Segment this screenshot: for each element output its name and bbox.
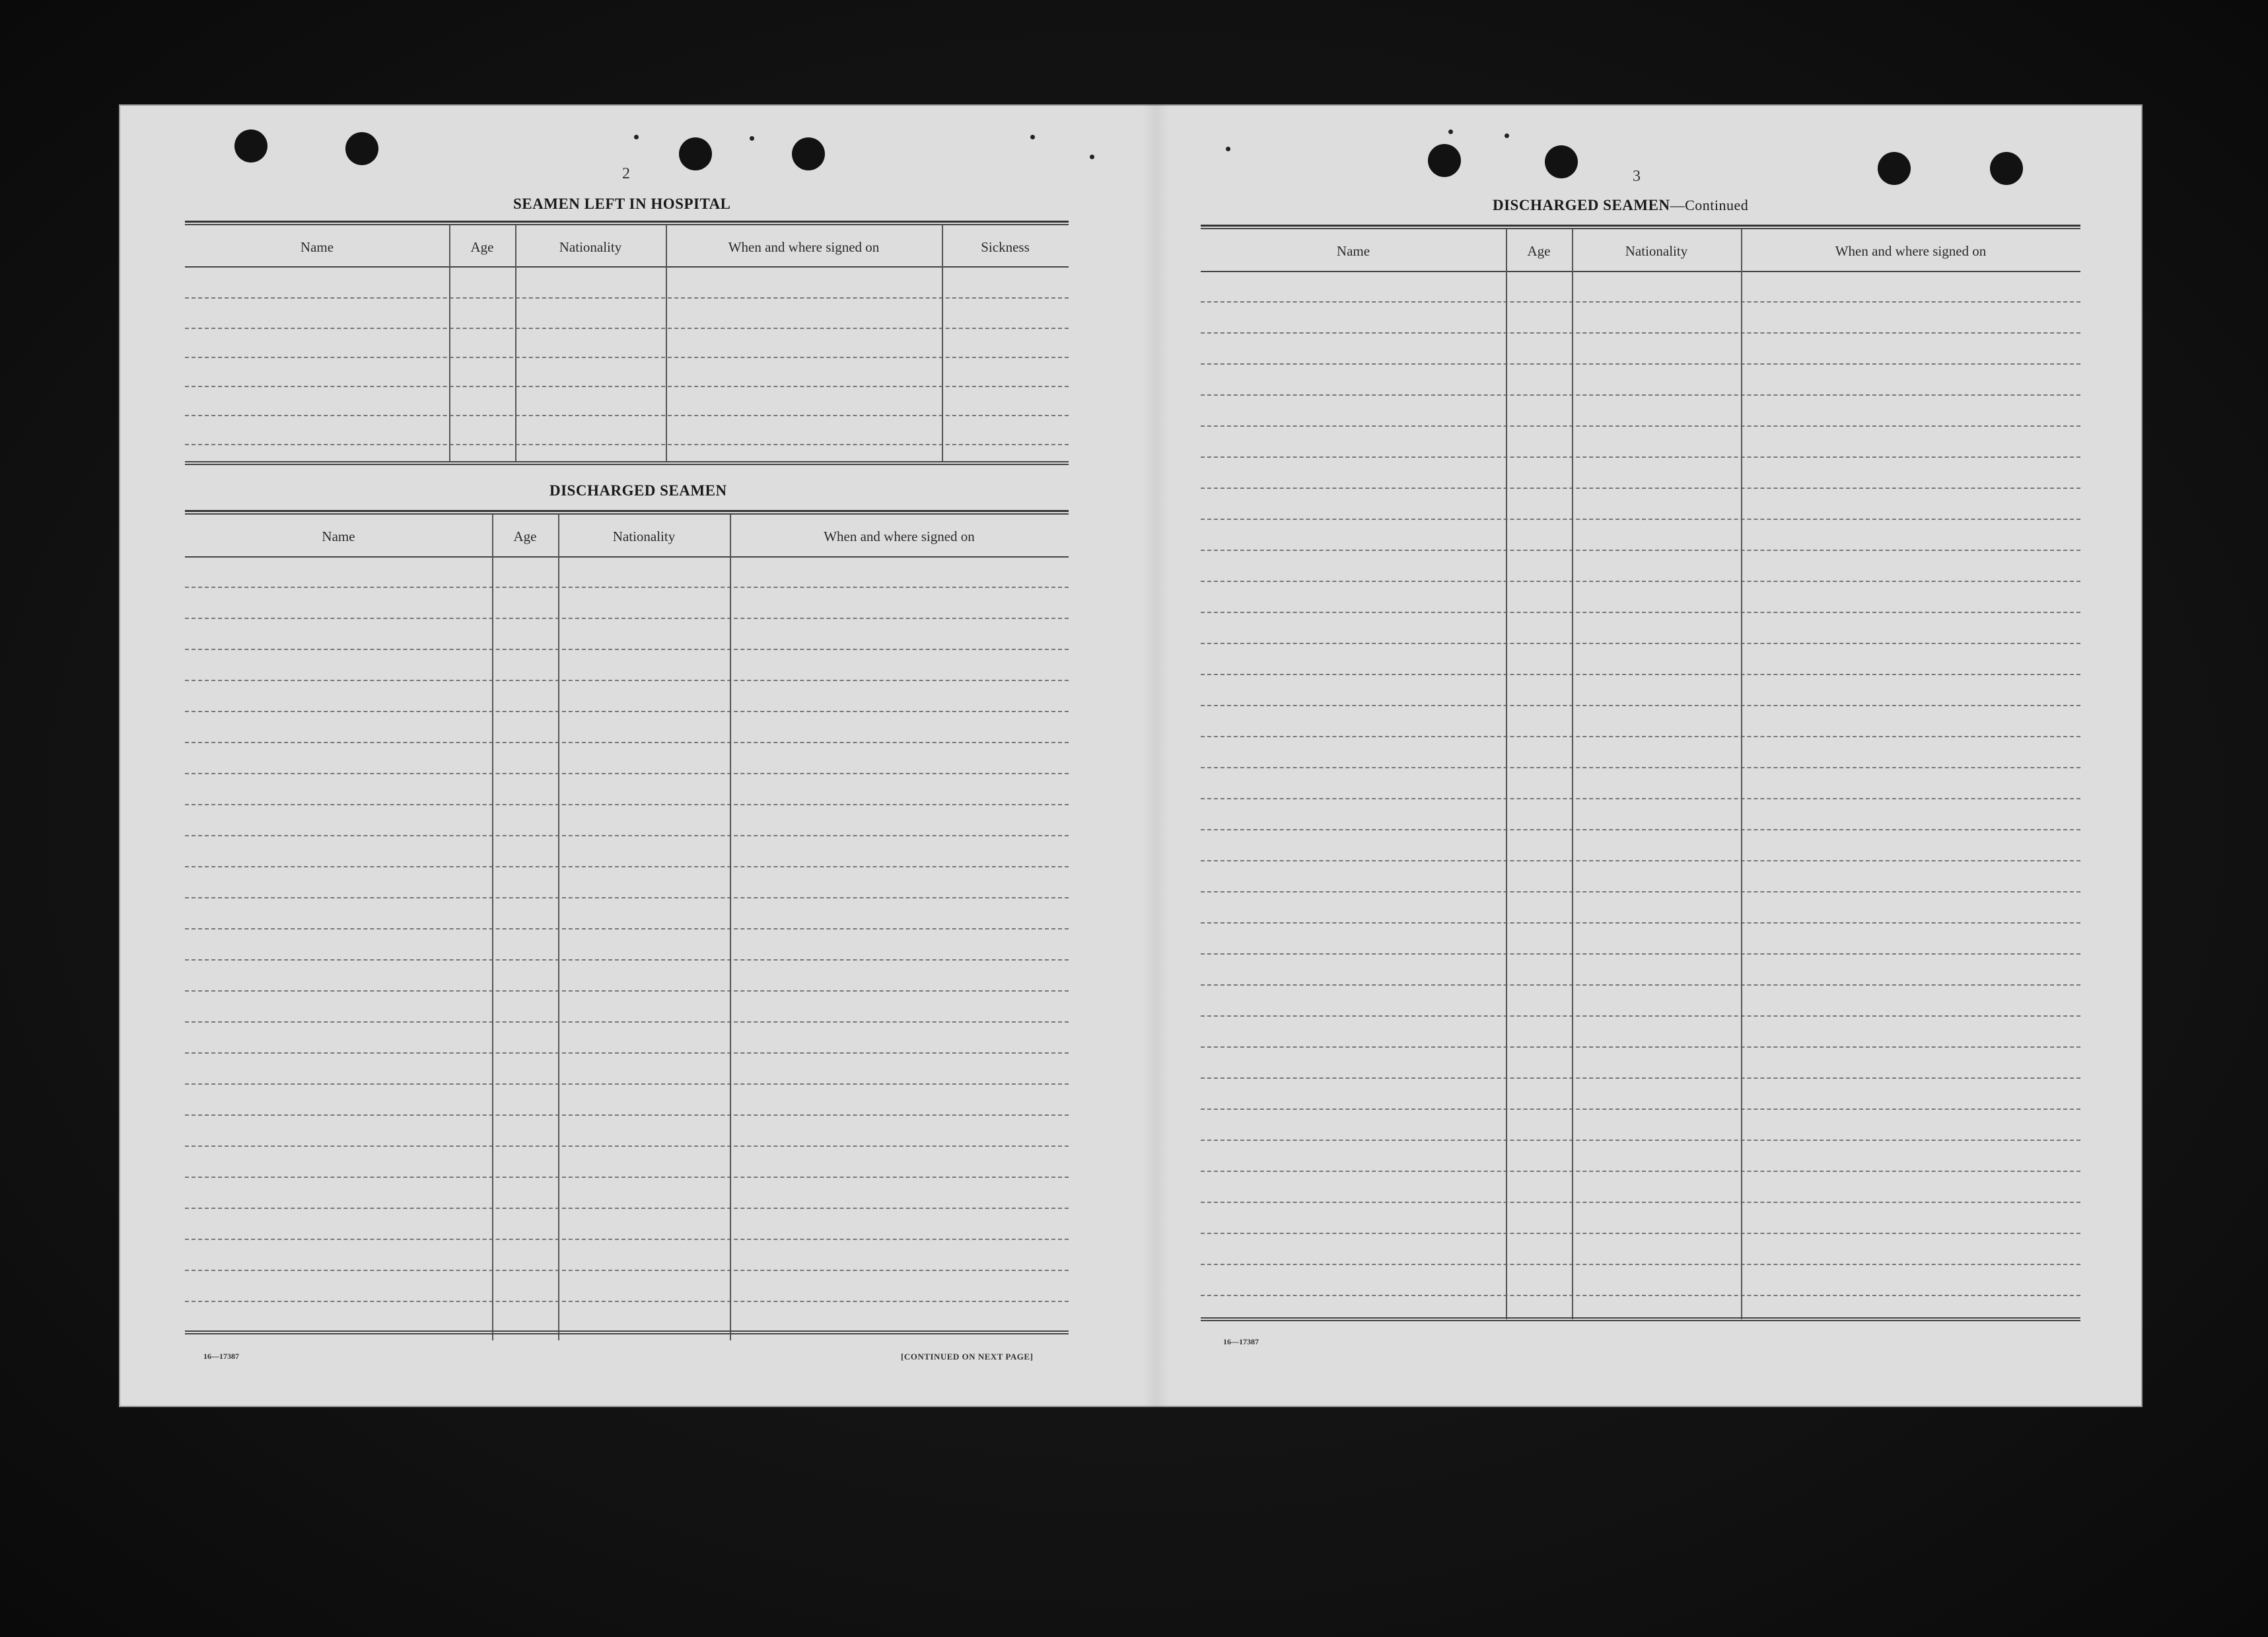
continued-note: [CONTINUED ON NEXT PAGE] xyxy=(901,1352,1034,1362)
column-divider xyxy=(1572,229,1573,1319)
punch-hole xyxy=(792,137,825,170)
row-lines xyxy=(185,510,1069,1345)
punch-hole xyxy=(345,132,378,165)
row-line xyxy=(1201,1202,2080,1203)
row-line xyxy=(1201,1109,2080,1110)
row-line xyxy=(1201,984,2080,986)
column-divider xyxy=(515,225,516,462)
row-line xyxy=(1201,1077,2080,1079)
row-line xyxy=(185,587,1069,588)
column-header-nationality: Nationality xyxy=(1625,243,1688,259)
column-header-age: Age xyxy=(513,528,537,544)
row-line xyxy=(1201,705,2080,706)
row-line xyxy=(1201,736,2080,737)
punch-hole xyxy=(679,137,712,170)
row-line xyxy=(1201,1295,2080,1296)
row-line xyxy=(1201,891,2080,892)
table-bottom-rule xyxy=(185,461,1069,465)
column-divider xyxy=(1506,229,1507,1319)
column-divider xyxy=(730,515,731,1340)
punch-hole xyxy=(1990,152,2023,185)
row-line xyxy=(185,959,1069,961)
row-line xyxy=(1201,301,2080,303)
row-line xyxy=(185,618,1069,619)
column-header-name: Name xyxy=(322,528,355,544)
speck xyxy=(1226,147,1230,151)
row-line xyxy=(185,297,1069,299)
row-line xyxy=(185,835,1069,836)
section-title-suffix: —Continued xyxy=(1670,197,1749,213)
row-line xyxy=(185,773,1069,774)
row-line xyxy=(185,444,1069,445)
speck xyxy=(1448,129,1453,134)
row-line xyxy=(1201,643,2080,644)
row-line xyxy=(185,711,1069,712)
column-header-age: Age xyxy=(1527,243,1551,259)
section-title-discharged: DISCHARGED SEAMEN xyxy=(549,482,727,499)
row-line xyxy=(1201,519,2080,520)
row-line xyxy=(1201,612,2080,613)
row-line xyxy=(1201,1233,2080,1234)
row-line xyxy=(1201,798,2080,799)
row-line xyxy=(185,742,1069,743)
row-line xyxy=(185,928,1069,929)
column-header-nationality: Nationality xyxy=(612,528,676,544)
row-line xyxy=(185,386,1069,387)
row-line xyxy=(1201,860,2080,861)
page-number: 2 xyxy=(622,165,630,182)
form-number: 16—17387 xyxy=(203,1352,239,1361)
row-line xyxy=(185,357,1069,358)
row-line xyxy=(185,1208,1069,1209)
row-line xyxy=(185,1301,1069,1302)
row-line xyxy=(1201,332,2080,334)
column-divider xyxy=(942,225,943,462)
row-line xyxy=(1201,456,2080,458)
column-header-signed-on: When and where signed on xyxy=(728,239,880,255)
row-line xyxy=(185,415,1069,416)
column-divider xyxy=(558,515,559,1340)
hospital-table xyxy=(185,221,1069,465)
row-line xyxy=(185,1021,1069,1023)
row-line xyxy=(1201,394,2080,396)
row-line xyxy=(185,680,1069,681)
speck xyxy=(634,135,639,139)
column-header-signed-on: When and where signed on xyxy=(1835,243,1987,259)
column-divider xyxy=(492,515,493,1340)
column-header-name: Name xyxy=(300,239,334,255)
row-line xyxy=(185,328,1069,329)
discharged-table xyxy=(185,510,1069,1345)
column-header-sickness: Sickness xyxy=(981,239,1030,255)
row-line xyxy=(1201,581,2080,582)
column-header-age: Age xyxy=(470,239,494,255)
section-title-hospital: SEAMEN LEFT IN HOSPITAL xyxy=(513,196,731,212)
row-line xyxy=(185,1239,1069,1240)
form-sheet xyxy=(119,104,2143,1407)
row-line xyxy=(185,649,1069,650)
row-line xyxy=(1201,1046,2080,1048)
row-line xyxy=(1201,550,2080,551)
row-lines xyxy=(185,221,1069,465)
row-line xyxy=(185,804,1069,805)
punch-hole xyxy=(1428,144,1461,177)
speck xyxy=(1030,135,1035,139)
row-line xyxy=(1201,1264,2080,1265)
row-line xyxy=(1201,674,2080,675)
row-line xyxy=(185,1177,1069,1178)
row-line xyxy=(185,1114,1069,1116)
row-line xyxy=(1201,1140,2080,1141)
speck xyxy=(1505,133,1509,138)
punch-hole xyxy=(234,129,267,163)
row-lines xyxy=(1201,225,2080,1332)
row-line xyxy=(185,866,1069,867)
row-line xyxy=(185,897,1069,898)
speck xyxy=(1090,155,1094,159)
column-header-name: Name xyxy=(1336,243,1370,259)
section-title-discharged-continued xyxy=(1493,197,1748,214)
row-line xyxy=(1201,767,2080,768)
section-title-text: DISCHARGED SEAMEN xyxy=(1493,197,1670,213)
row-line xyxy=(185,1270,1069,1271)
row-line xyxy=(1201,829,2080,830)
table-bottom-rule xyxy=(1201,1317,2080,1321)
column-header-nationality: Nationality xyxy=(559,239,622,255)
column-divider xyxy=(666,225,667,462)
page-number: 3 xyxy=(1633,168,1641,185)
speck xyxy=(750,136,754,141)
row-line xyxy=(1201,1015,2080,1017)
table-bottom-rule xyxy=(185,1330,1069,1334)
row-line xyxy=(185,1052,1069,1054)
column-divider xyxy=(449,225,450,462)
row-line xyxy=(185,1146,1069,1147)
row-line xyxy=(1201,953,2080,955)
form-number: 16—17387 xyxy=(1223,1337,1259,1346)
row-line xyxy=(1201,363,2080,365)
row-line xyxy=(1201,425,2080,427)
column-header-signed-on: When and where signed on xyxy=(824,528,975,544)
punch-hole xyxy=(1878,152,1911,185)
punch-hole xyxy=(1545,145,1578,178)
row-line xyxy=(185,1083,1069,1085)
row-line xyxy=(185,990,1069,992)
row-line xyxy=(1201,1171,2080,1172)
row-line xyxy=(1201,922,2080,924)
discharged-continued-table xyxy=(1201,225,2080,1332)
row-line xyxy=(1201,488,2080,489)
column-divider xyxy=(1741,229,1742,1319)
